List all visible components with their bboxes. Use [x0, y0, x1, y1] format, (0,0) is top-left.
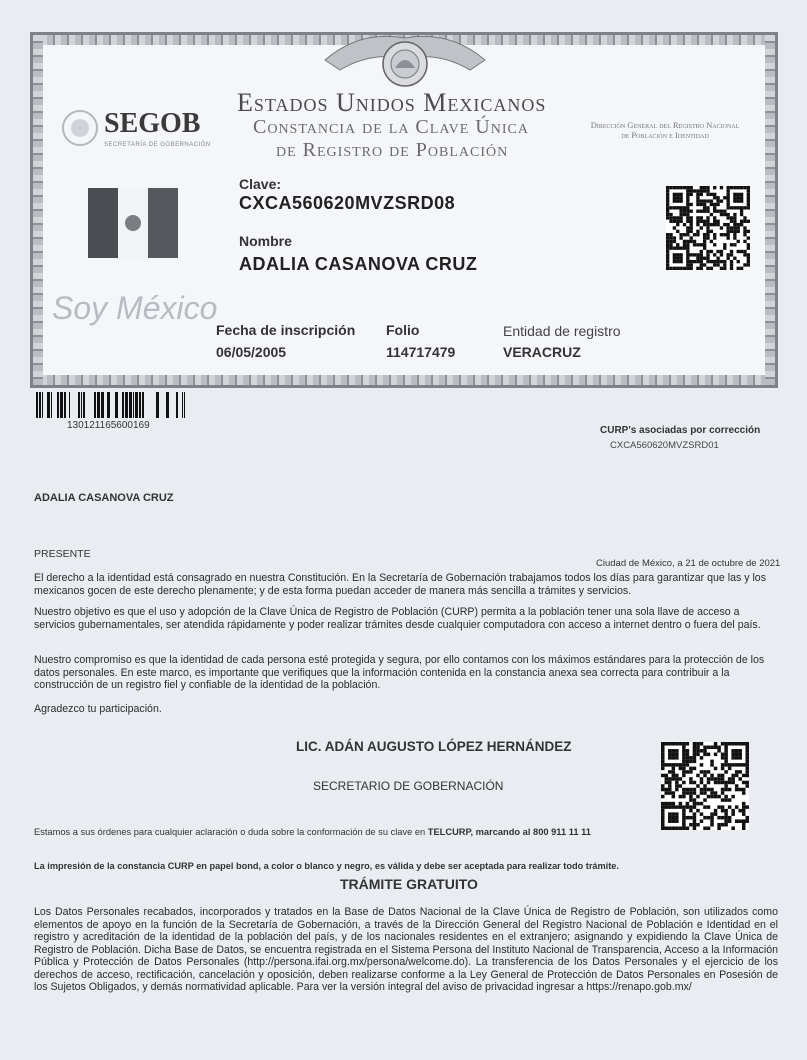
asociadas-label: CURP's asociadas por corrección: [600, 425, 761, 436]
national-emblem-icon: [320, 30, 490, 92]
paragraph-2: Nuestro objetivo es que el uso y adopción de la Clave Única de Registro de Población (CURP) permita a la población tener una sola llave de acceso a servicios gubernamentales, ser atendida rápidamente y poder realizar trámites desde cualquier computadora con acceso a internet dentro o fuera del país.: [34, 606, 761, 631]
country-title: Estados Unidos Mexicanos: [237, 88, 547, 117]
agency-logo-text: SEGOB: [104, 108, 201, 139]
directorate-text: Dirección General del Registro Nacional de Población e Identidad: [590, 120, 740, 140]
contact-prefix: Estamos a sus órdenes para cualquier aclaración o duda sobre la conformación de su clave en: [34, 827, 428, 837]
document-title-line1: Constancia de la Clave Única: [253, 116, 529, 138]
letter-qr-code: [661, 742, 749, 830]
fecha-label: Fecha de inscripción: [216, 322, 356, 338]
mexico-flag-icon: [88, 188, 178, 258]
border-left: [33, 35, 43, 385]
signer-name: LIC. ADÁN AUGUSTO LÓPEZ HERNÁNDEZ: [296, 739, 572, 754]
asociadas-value: CXCA560620MVZSRD01: [610, 440, 719, 451]
thanks-text: Agradezco tu participación.: [34, 703, 162, 715]
letter-date: Ciudad de México, a 21 de octubre de 2021: [596, 558, 781, 569]
document-title-line2: de Registro de Población: [276, 139, 509, 161]
validity-text: La impresión de la constancia CURP en papel bond, a color o blanco y negro, es válida y debe ser aceptada para realizar todo trámite.: [34, 861, 619, 871]
clave-value: CXCA560620MVZSRD08: [239, 193, 456, 213]
slogan-text: Soy México: [52, 290, 218, 326]
segob-seal-icon: [60, 108, 100, 148]
agency-subtitle: SECRETARÍA DE GOBERNACIÓN: [104, 142, 211, 148]
nombre-label: Nombre: [239, 233, 292, 249]
folio-label: Folio: [386, 322, 420, 338]
signer-title: SECRETARIO DE GOBERNACIÓN: [313, 779, 504, 793]
clave-label: Clave:: [239, 176, 282, 192]
free-procedure-text: TRÁMITE GRATUITO: [340, 876, 478, 892]
fecha-value: 06/05/2005: [216, 344, 287, 360]
barcode-number: 130121165600169: [67, 420, 150, 431]
entidad-label: Entidad de registro: [503, 323, 621, 339]
entidad-value: VERACRUZ: [503, 344, 581, 360]
barcode: [36, 392, 191, 418]
border-right: [765, 35, 775, 385]
folio-value: 114717479: [386, 344, 456, 360]
recipient-name: ADALIA CASANOVA CRUZ: [34, 492, 174, 504]
paragraph-1: El derecho a la identidad está consagrado en nuestra Constitución. En la Secretaría de Gobernación trabajamos todos los días para garantizar que las y los mexicanos gocen de este derecho plenamente; y de esta forma puedan acceder de manera más sencilla a trámites y servicios.: [34, 572, 766, 597]
presente-text: PRESENTE: [34, 548, 91, 560]
nombre-value: ADALIA CASANOVA CRUZ: [239, 254, 478, 274]
contact-phone: TELCURP, marcando al 800 911 11 11: [427, 827, 591, 837]
contact-text: [34, 827, 591, 837]
paragraph-3: Nuestro compromiso es que la identidad de cada persona esté protegida y segura, por ello contamos con los máximos estándares para la protección de los datos personales. En este marco, es importante que verifiques que la información contenida en la constancia anexa sea correcta para contribuir a la construcción de un registro fiel y confiable de la identidad de la población.: [34, 654, 765, 691]
certificate-qr-code: [666, 186, 750, 270]
border-bottom: [33, 375, 775, 385]
privacy-notice: Los Datos Personales recabados, incorporados y tratados en la Base de Datos Nacional de la Clave Única de Registro de Población, son utilizados como elementos de apoyo en la función de la Secretaría de Gobernación, a través de la Dirección General del Registro Nacional de Población e Identidad en el registro y acreditación de la identidad de la población del país, y de los nacionales residentes en el extranjero; asignando y expidiendo la Clave Única de Registro de Población. Dicha Base de Datos, se encuentra registrada en el Sistema Persona del Instituto Nacional de Transparencia, Acceso a la Información Pública y Protección de Datos Personales (http://persona.ifai.org.mx/persona/welcome.do). La transferencia de los Datos Personales y el ejercicio de los derechos de acceso, rectificación, cancelación y oposición, deben realizarse conforme a la Ley General de Protección de Datos Personales en Posesión de los Sujetos Obligados, y demás normatividad aplicable. Para ver la versión integral del aviso de privacidad ingresar a https://renapo.gob.mx/: [34, 906, 778, 993]
